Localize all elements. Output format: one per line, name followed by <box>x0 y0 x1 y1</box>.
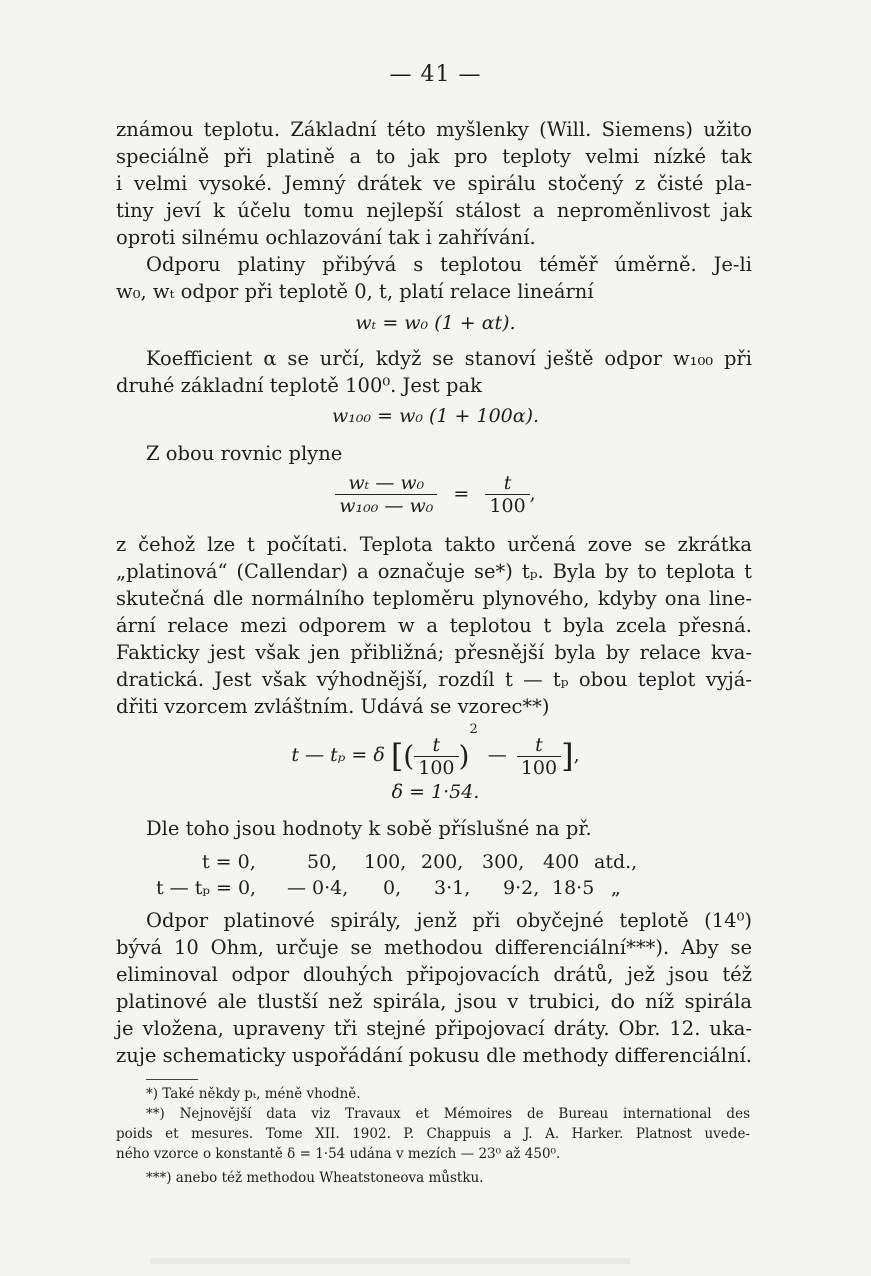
fraction-right <box>485 472 529 517</box>
text-line: oproti silnému ochlazování tak i zahřívání. <box>116 226 536 249</box>
fraction-numerator: t <box>485 472 529 495</box>
text-line: dratická. Jest však výhodnější, rozdíl t — tₚ obou teplot vyjá- <box>116 668 752 691</box>
page-edge-shadow <box>150 1258 630 1264</box>
text-line: Odporu platiny přibývá s teplotou téměř úměrně. Je-li <box>146 253 752 276</box>
table-cell: atd., <box>594 851 638 873</box>
text-line: „platinová“ (Callendar) a označuje se*) tₚ. Byla by to teplota t <box>116 560 752 583</box>
text-line: speciálně při platině a to jak pro teploty velmi nízké tak <box>116 145 752 168</box>
table-cell: t — tₚ = 0, <box>156 877 257 899</box>
fraction-denominator: 100 <box>489 495 526 517</box>
text-line: dřiti vzorcem zvláštním. Udává se vzorec**) <box>116 695 550 718</box>
text-line: Fakticky jest však jen přibližná; přesnější byla by relace kva- <box>116 641 752 664</box>
equation-fraction: $\frac{\text{wₜ — w₀}}{\text{w₁₀₀ — w₀}}$ = $\frac{t}{100}$ , <box>0 472 871 517</box>
fraction-denominator: 100 <box>520 756 558 779</box>
fraction-left <box>335 472 437 517</box>
table-cell: 18·5 <box>552 877 595 899</box>
text-line: Z obou rovnic plyne <box>146 442 343 465</box>
equation-linear: wₜ = w₀ (1 + αt). <box>355 312 516 334</box>
footnote: *) Také někdy pₜ, méně vhodně. <box>146 1086 361 1102</box>
equation-punct: , <box>573 744 580 766</box>
text-line: skutečná dle normálního teploměru plynového, kdyby ona line- <box>116 587 752 610</box>
fraction-denominator: 100 <box>418 756 455 779</box>
fraction-t-100 <box>517 734 561 779</box>
table-cell: — 0·4, <box>287 877 349 899</box>
text-line: i velmi vysoké. Jemný drátek ve spirálu stočený z čisté pla- <box>116 172 752 195</box>
text-line: zuje schematicky uspořádání pokusu dle methody differenciální. <box>116 1044 752 1067</box>
fraction-numerator: t <box>517 734 561 757</box>
table-cell: 3·1, <box>434 877 471 899</box>
text-line: platinové ale tlustší než spirála, jsou v trubici, do níž spirála <box>116 990 752 1013</box>
table-cell: 300, <box>482 851 525 873</box>
page-number: — 41 — <box>389 62 482 87</box>
table-cell: 9·2, <box>503 877 540 899</box>
footnote: ného vzorce o konstantě δ = 1·54 udána v mezích — 23⁰ až 450⁰. <box>116 1146 561 1162</box>
text-line: w₀, wₜ odpor při teplotě 0, t, platí relace lineární <box>116 280 594 303</box>
text-line: druhé základní teplotě 100⁰. Jest pak <box>116 374 482 397</box>
table-cell: 100, <box>364 851 407 873</box>
equation-lhs: t — tₚ = δ <box>291 744 385 766</box>
text-line: ární relace mezi odporem w a teplotou t byla zcela přesná. <box>116 614 752 637</box>
exponent: 2 <box>469 722 478 737</box>
text-line: je vložena, upraveny tři stejné připojovací dráty. Obr. 12. uka- <box>116 1017 752 1040</box>
equation-w100: w₁₀₀ = w₀ (1 + 100α). <box>331 405 540 427</box>
text-line: z čehož lze t počítati. Teplota takto určená zove se zkrátka <box>116 533 752 556</box>
fraction-t-100 <box>414 734 458 779</box>
equation-quadratic: t — tₚ = δ [( $\frac{t}{100}$ )$^2$ — $\frac{t}{100}$ ], <box>291 722 580 779</box>
footnote-divider <box>146 1079 198 1080</box>
table-cell: 0, <box>383 877 402 899</box>
footnote: **) Nejnovější data viz Travaux et Mémoires de Bureau international des <box>146 1106 750 1122</box>
table-cell: 400 <box>543 851 580 873</box>
text-line: tiny jeví k účelu tomu nejlepší stálost a neproměnlivost jak <box>116 199 752 222</box>
text-line: známou teplotu. Základní této myšlenky (Will. Siemens) užito <box>116 118 752 141</box>
text-line: eliminoval odpor dlouhých připojovacích drátů, jež jsou též <box>116 963 752 986</box>
equation-punct: , <box>529 482 536 505</box>
table-cell: t = 0, <box>202 851 256 873</box>
text-line: bývá 10 Ohm, určuje se methodou differenciální***). Aby se <box>116 936 752 959</box>
text-line: Dle toho jsou hodnoty k sobě příslušné na př. <box>146 817 592 840</box>
text-line: Koefficient α se určí, když se stanoví ještě odpor w₁₀₀ při <box>146 347 752 370</box>
table-cell: „ <box>611 877 621 899</box>
fraction-denominator: w₁₀₀ — w₀ <box>339 495 434 517</box>
fraction-numerator: t <box>414 734 458 757</box>
text-line: Odpor platinové spirály, jenž při obyčejné teplotě (14⁰) <box>146 909 752 932</box>
table-cell: 50, <box>307 851 338 873</box>
footnote: ***) anebo též methodou Wheatstoneova můstku. <box>146 1170 484 1186</box>
table-cell: 200, <box>421 851 464 873</box>
fraction-numerator: wₜ — w₀ <box>335 472 437 495</box>
footnote: poids et mesures. Tome XII. 1902. P. Chappuis a J. A. Harker. Platnost uvede- <box>116 1126 750 1142</box>
equation-delta: δ = 1·54. <box>391 781 480 803</box>
